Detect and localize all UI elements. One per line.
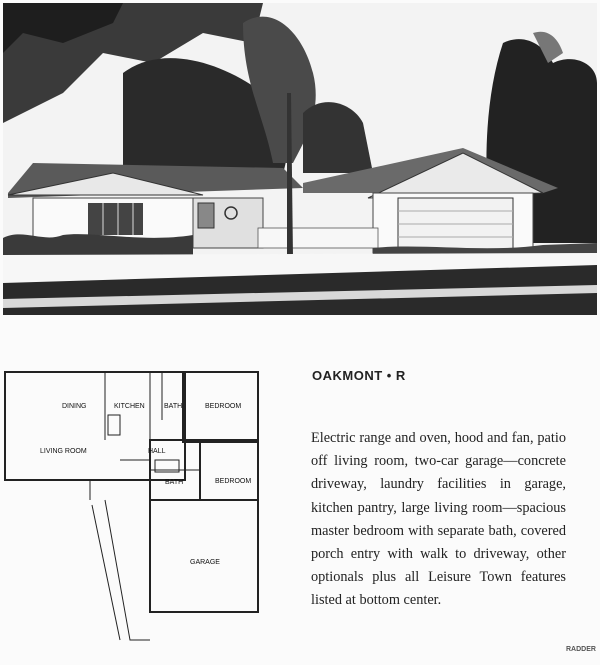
room-kitchen: KITCHEN bbox=[114, 403, 145, 410]
floor-plan bbox=[0, 360, 290, 660]
room-bedroom-2: BEDROOM bbox=[215, 478, 252, 485]
room-bedroom-1: BEDROOM bbox=[205, 403, 242, 410]
room-hall: HALL bbox=[148, 448, 166, 455]
watermark: RADDER bbox=[566, 646, 596, 653]
room-bath-1: BATH bbox=[164, 403, 183, 410]
house-illustration bbox=[3, 3, 597, 315]
room-garage: GARAGE bbox=[190, 559, 220, 566]
model-title: OAKMONT • R bbox=[312, 368, 406, 383]
room-bath-2: BATH bbox=[165, 479, 184, 486]
room-dining: DINING bbox=[62, 403, 87, 410]
model-description: Electric range and oven, hood and fan, patio off living room, two-car garage—concrete driveway, laundry facilities in garage, kitchen pantry, large living room—spacious master bedroom with separate bath, covered porch entry with walk to driveway, other optionals plus all Leisure Town features listed at bottom center. bbox=[311, 430, 566, 609]
room-living: LIVING ROOM bbox=[40, 448, 87, 455]
